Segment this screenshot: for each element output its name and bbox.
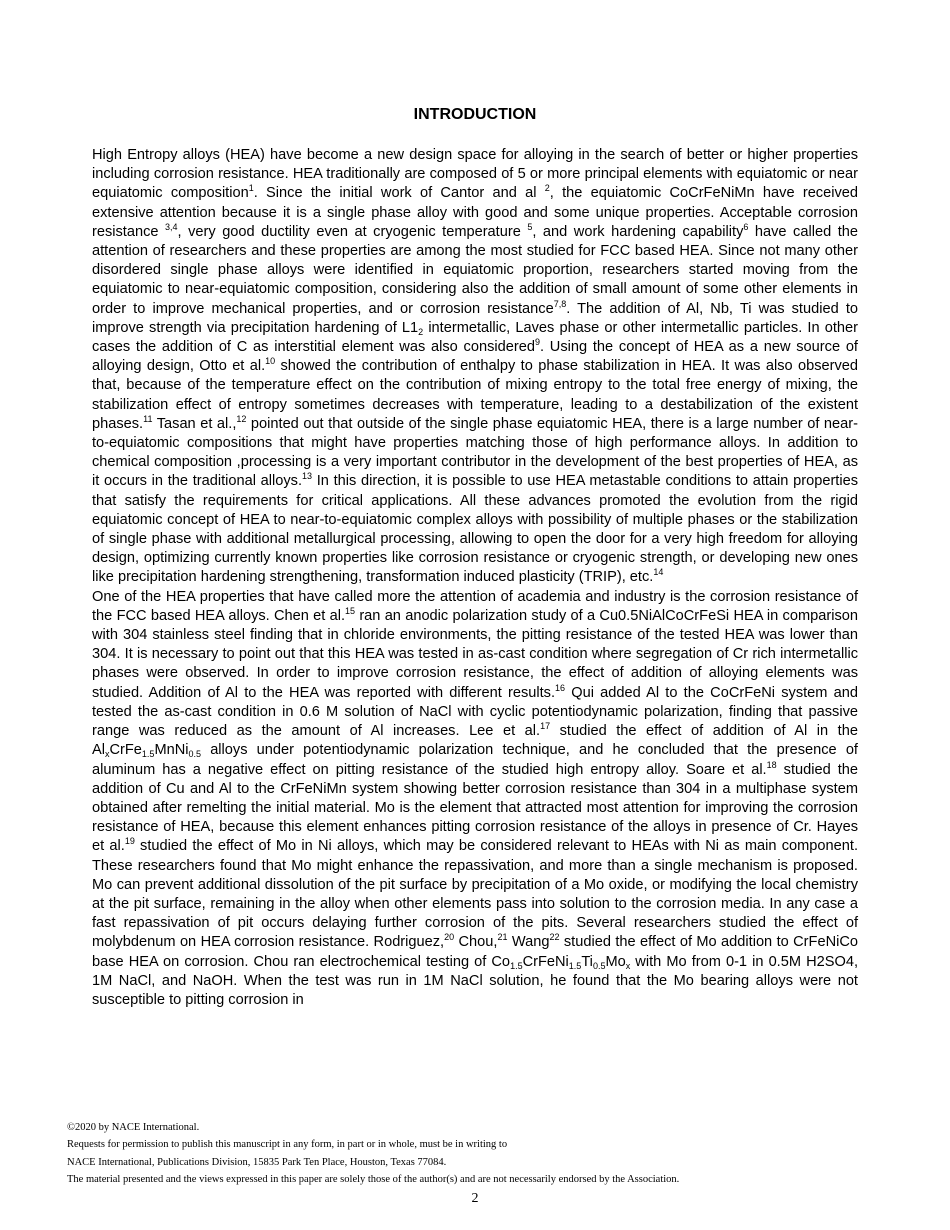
subscript: x xyxy=(625,960,631,971)
citation-superscript: 11 xyxy=(143,413,153,424)
citation-superscript: 13 xyxy=(302,471,313,482)
citation-superscript: 16 xyxy=(555,682,566,693)
citation-superscript: 5 xyxy=(527,221,533,232)
citation-superscript: 20 xyxy=(444,932,455,943)
citation-superscript: 19 xyxy=(124,836,135,847)
text-run: , and work hardening capability xyxy=(532,223,744,240)
text-run: Chou, xyxy=(454,934,498,951)
footer-notice xyxy=(67,1119,907,1188)
subscript: 1.5 xyxy=(568,960,582,971)
subscript: 1.5 xyxy=(141,749,155,760)
subscript: x xyxy=(104,749,110,760)
text-run: showed the contribution of enthalpy to phase stabilization in HEA. It was also observed that, because of the temperature effect on the contribution of mixing entropy to the total free energy of mixing, the stabilization effect of entropy sometimes decreases with temperature, leading to a destabilization of the existent phases. xyxy=(92,358,858,432)
citation-superscript: 7,8 xyxy=(553,298,567,309)
text-run: CrFeNi xyxy=(522,953,569,970)
citation-superscript: 9 xyxy=(534,337,540,348)
text-run: Wang xyxy=(507,934,550,951)
citation-superscript: 6 xyxy=(743,221,749,232)
text-run: alloys under potentiodynamic polarization technique, and he concluded that the presence of aluminum has a negative effect on pitting resistance of the studied high entropy alloy. Soare et al. xyxy=(92,742,858,778)
text-run: Mo xyxy=(605,953,626,970)
text-run: studied the effect of Mo in Ni alloys, which may be considered relevant to HEAs with Ni as main component. These researchers found that Mo might enhance the repassivation, and more than a single mechanism is proposed. Mo can prevent additional dissolution of the pit surface by precipitation of a Mo oxide, or modifying the local chemistry at the pit surface, remaining in the alloy when other elements pass into solution to the corrosion media. In any case a fast repassivation of pit occurs delaying further corrosion of the pits. Several researchers studied the effect of molybdenum on HEA corrosion resistance. Rodriguez, xyxy=(92,838,858,951)
text-run: In this direction, it is possible to use HEA metastable conditions to attain properties that satisfy the requirements for critical applications. All these advances promoted the evolution from the rigid equiatomic concept of HEA to near-to-equiatomic complex alloys with possibility of multiple phases or the stabilization of single phase with additional metallurgical processing, allowing to open the door for a very high freedom for alloying design, optimizing currently known properties like corrosion resistance or cryogenic strength, or developing new ones like precipitation hardening strengthening, transformation induced plasticity (TRIP), etc. xyxy=(92,473,859,586)
text-run: Tasan et al., xyxy=(152,415,237,432)
citation-superscript: 14 xyxy=(653,567,664,578)
text-run: High Entropy alloys (HEA) have become a new design space for alloying in the search of better or higher properties including corrosion resistance. HEA traditionally are composed of 5 or more principal elements with equiatomic or near equiatomic composition xyxy=(92,147,858,202)
text-run: CrFe xyxy=(109,742,142,759)
citation-superscript: 2 xyxy=(544,183,550,194)
text-run: , very good ductility even at cryogenic temperature xyxy=(177,223,528,240)
text-run: studied the effect of Mo addition to CrFeNiCo base HEA on corrosion. Chou ran electrochemical testing of Co xyxy=(92,934,858,970)
copyright-line: ©2020 by NACE International. xyxy=(67,1122,200,1133)
subscript: 2 xyxy=(418,326,424,337)
permission-line: Requests for permission to publish this manuscript in any form, in part or in whole, must be in writing to xyxy=(67,1139,508,1151)
text-run: ran an anodic polarization study of a Cu0.5NiAlCoCrFeSi HEA in comparison with 304 stainless steel finding that in chloride environments, the pitting resistance of the tested HEA was lower than 304. It is necessary to point out that this HEA was tested in as-cast condition where segregation of Cr rich intermetallic phases were observed. In order to improve corrosion resistance, the effect of addition of alloying elements was studied. Addition of Al to the HEA was reported with different results. xyxy=(92,607,858,701)
page-number: 2 xyxy=(471,1191,479,1206)
text-run: intermetallic, Laves phase or other intermetallic particles. In other cases the addition of C as interstitial element was also considered xyxy=(92,319,858,356)
citation-superscript: 10 xyxy=(265,356,276,367)
citation-superscript: 3,4 xyxy=(165,221,178,232)
text-run: , the equiatomic CoCrFeNiMn have received extensive attention because it is a single phase alloy with good and some unique properties. Acceptable corrosion resistance xyxy=(92,185,858,240)
disclaimer-line: The material presented and the views expressed in this paper are solely those of the author(s) and are not necessarily endorsed by the Association. xyxy=(67,1173,680,1185)
citation-superscript: 12 xyxy=(236,413,247,424)
subscript: 0.5 xyxy=(188,749,202,760)
citation-superscript: 22 xyxy=(549,932,560,943)
text-run: with Mo from 0-1 in 0.5M H2SO4, 1M NaCl, and NaOH. When the test was run in 1M NaCl solution, he found that the Mo bearing alloys were not susceptible to pitting corrosion in xyxy=(92,953,859,1008)
body-text xyxy=(92,146,858,1010)
citation-superscript: 21 xyxy=(497,932,508,943)
citation-superscript: 18 xyxy=(766,759,777,770)
text-run: pointed out that outside of the single phase equiatomic HEA, there is a large number of near-to-equiatomic compositions that might have properties matching those of high performance alloys. In addition to chemical composition ,processing is a very important contributor in the development of the best properties of HEA, as it occurs in the traditional alloys. xyxy=(92,415,858,490)
text-run: studied the effect of addition of Al in the Al xyxy=(92,723,858,759)
text-run: Ti xyxy=(581,953,593,970)
address-line: NACE International, Publications Division, 15835 Park Ten Place, Houston, Texas 77084. xyxy=(67,1156,447,1168)
subscript: 1.5 xyxy=(510,960,523,971)
text-run: MnNi xyxy=(154,742,189,759)
text-run: . Using the concept of HEA as a new source of alloying design, Otto et al. xyxy=(92,339,858,375)
citation-superscript: 1 xyxy=(248,183,254,194)
paragraph xyxy=(92,588,858,1010)
text-run: . The addition of Al, Nb, Ti was studied to improve strength via precipitation hardening of L1 xyxy=(92,300,858,336)
subscript: 0.5 xyxy=(592,960,606,971)
section-heading: INTRODUCTION xyxy=(413,106,537,123)
text-run: One of the HEA properties that have called more the attention of academia and industry is the corrosion resistance of the FCC based HEA alloys. Chen et al. xyxy=(92,588,858,624)
text-run: . Since the initial work of Cantor and al xyxy=(253,185,545,202)
text-run: have called the attention of researchers and these properties are among the most studied for FCC based HEA. Since not many other disordered single phase alloys were identified in equiatomic proportion, researchers started moving from the equiatomic to near-equiatomic composition, considering also the addition of small amount of some other elements in order to improve mechanical properties, and or corrosion resistance xyxy=(92,223,858,317)
paragraph xyxy=(92,146,858,588)
citation-superscript: 17 xyxy=(540,721,551,732)
text-run: studied the addition of Cu and Al to the CrFeNiMn system showing better corrosion resistance than 304 in a multiphase system obtained after remelting the initial material. Mo is the element that attracted most attention for improving the corrosion resistance of HEA, because this element enhances pitting corrosion resistance of the alloys in presence of Cr. Hayes et al. xyxy=(92,761,859,855)
text-run: Qui added Al to the CoCrFeNi system and tested the as-cast condition in 0.6 M solution of NaCl with cyclic potentiodynamic polarization, finding that passive range was reduced as the amount of Al increases. Lee et al. xyxy=(92,684,859,740)
citation-superscript: 15 xyxy=(345,605,356,616)
